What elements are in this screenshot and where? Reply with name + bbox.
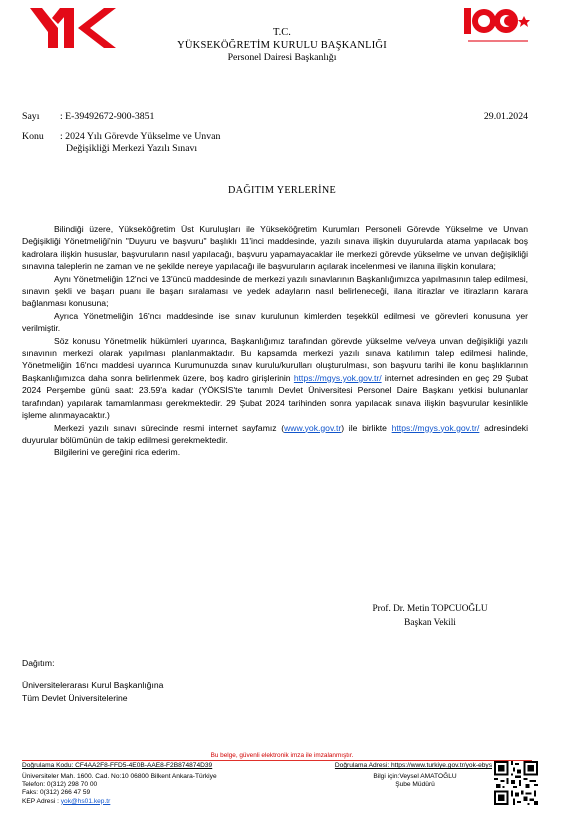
document-date: 29.01.2024 xyxy=(483,111,528,122)
info-title: Şube Müdürü xyxy=(395,781,435,789)
mgys-link[interactable]: https://mgys.yok.gov.tr/ xyxy=(293,372,382,383)
paragraph-4-text-b: internet adresinden en geç 29 Şubat 2024 Perşembe günü saat: 23.59'a kadar (YÖKSİS'te tanımlı Devlet Üniversitesi Personel Daire Başkanı yetkisi bulunanlar tarafından) yapılarak tamamlanması gerekmektedir. 29 Şubat 2024 tarihinden sonra yapılacak sınava ilişkin başvurular kesinlikle işleme alınmayacaktır.) xyxy=(22,372,528,421)
verification-address[interactable]: Doğrulama Adresi: https://www.turkiye.gov.tr/yok-ebys xyxy=(334,762,492,769)
distribution-title: DAĞITIM YERLERİNE xyxy=(228,185,336,196)
kep-link[interactable]: yok@hs01.kep.tr xyxy=(60,797,111,805)
yok-website-link[interactable]: www.yok.gov.tr xyxy=(284,422,342,433)
distribution-item: Tüm Devlet Üniversitelerine xyxy=(22,692,128,703)
footer-divider xyxy=(22,760,532,761)
address: Üniversiteler Mah. 1600. Cad. No:10 06800 Bilkent Ankara-Türkiye xyxy=(22,773,217,780)
distribution-label: Dağıtım: xyxy=(22,658,55,668)
e-signature-notice: Bu belge, güvenli elektronik imza ile imzalanmıştır. xyxy=(210,752,354,759)
signatory-title: Başkan Vekili xyxy=(404,617,456,628)
paragraph-5-text-c: adresindeki duyurular bölümünün de takip edilmesi gerekmektedir. xyxy=(22,422,529,445)
sayi-label: Sayı xyxy=(22,111,40,122)
yok-logo-icon xyxy=(28,6,118,50)
paragraph-5 xyxy=(22,422,528,447)
kep-address xyxy=(22,798,322,806)
paragraph-4-text-a: Söz konusu Yönetmelik hükümleri uyarınca, Başkanlığımız tarafından görevde yükselme ve/veya unvan değişikliği yazılı sınavının merkezi olarak yapılması planlanmaktadır. Bu kapsamda merkezi yazılı sınava katılımın talep edilmesi halinde, Yönetmeliğin 16'ncı maddesi uyarınca Kurumunuzda sınav kurulu/kurulları oluşturulması, son başvuru tarihi ile konu başlıklarının Başkanlığımızca daha sonra belirlenmek üzere, boş kadro girişlerinin xyxy=(22,335,528,383)
paragraph-3: Ayrıca Yönetmeliğin 16'ncı maddesinde ise sınav kurulunun kimlerden teşekkül edilmesi ve görevleri konusuna yer verilmiştir. xyxy=(22,310,528,334)
konu-line1: : 2024 Yılı Görevde Yükselme ve Unvan xyxy=(60,131,221,142)
verification-row xyxy=(22,762,492,770)
qr-code-icon xyxy=(494,761,538,805)
distribution-item: Üniversitelerarası Kurul Başkanlığına xyxy=(22,680,164,691)
letterhead xyxy=(110,27,454,65)
kep-label: KEP Adresi : xyxy=(22,797,59,805)
contact-info xyxy=(22,773,322,806)
verification-code: Doğrulama Kodu: CF4AA2F8-FFD5-4E0B-AAE8-F2B874874D39 xyxy=(22,762,213,769)
institution-name: YÜKSEKÖĞRETİM KURULU BAŞKANLIĞI xyxy=(177,39,387,51)
paragraph-6: Bilgilerini ve gereğini rica ederim. xyxy=(54,447,181,458)
letterhead-line1: T.C. xyxy=(273,27,291,38)
contact-person xyxy=(360,773,470,789)
letter-body xyxy=(22,223,528,459)
konu-line2: Değişikliği Merkezi Yazılı Sınavı xyxy=(66,143,198,154)
mgys-link-2[interactable]: https://mgys.yok.gov.tr/ xyxy=(391,422,480,433)
paragraph-1: Bilindiği üzere, Yükseköğretim Üst Kuruluşları ile Yükseköğretim Kurumları Personeli Görevde Yükselme ve Unvan Değişikliği Yönetmeliği'nin "Duyuru ve başvuru" başlıklı 11'inci maddesinde, yazılı sınava ilişkin duyurularda atama yapılacak boş kadrolara ilişkin hususlar, başvuruların nasıl yapılacağı, başvuru yapamayacaklar ile merkezi görevde yükselme ve unvan değişikliği sınavına taleplerin ne zaman ve ne şekilde nereye yapılacağı ile başvuruların açılarak incelenmesi ve ilanına ilişkin konulara; xyxy=(22,224,528,272)
sayi-value: : E-39492672-900-3851 xyxy=(60,111,155,122)
paragraph-4 xyxy=(22,335,528,422)
signature-block xyxy=(330,603,530,630)
paragraph-5-text-a: Merkezi yazılı sınavı sürecinde resmi internet sayfamız ( xyxy=(54,422,285,433)
phone: Telefon: 0(312) 298 70 00 xyxy=(22,781,98,789)
fax: Faks: 0(312) 266 47 59 xyxy=(22,789,91,797)
paragraph-5-text-b: ) ile birlikte xyxy=(341,422,387,433)
konu-value xyxy=(60,131,300,155)
konu-label: Konu xyxy=(22,131,44,142)
signatory-name: Prof. Dr. Metin TOPCUOĞLU xyxy=(372,604,488,614)
distribution-list xyxy=(22,657,322,704)
info-person: Bilgi için:Veysel AMATOĞLU xyxy=(373,773,457,780)
turkiye-100-years-icon xyxy=(462,4,534,48)
department-name: Personel Dairesi Başkanlığı xyxy=(227,52,337,63)
paragraph-2: Aynı Yönetmeliğin 12'nci ve 13'üncü maddesinde de merkezi yazılı sınavlarının Başkanlığımızca yapılmasının talep edilmesi, sınavın şekli ve başarı puanı ile başarı sıralaması ve yedek adayların nasıl belirleneceği, ilana itirazlar ve itirazların karara bağlanması konusuna; xyxy=(22,273,528,309)
